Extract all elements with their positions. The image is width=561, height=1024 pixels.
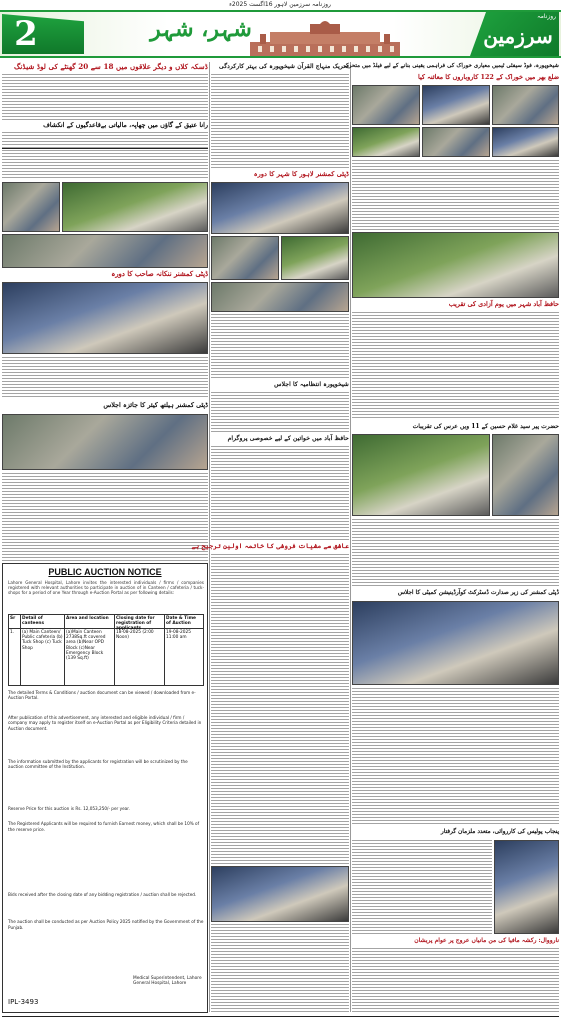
article-text — [211, 446, 349, 540]
notice-table-header-detail: Detail of canteens — [21, 615, 65, 629]
notice-bullet: The detailed Terms & Conditions / auction document can be viewed / downloaded from e-Auction Portal. — [8, 690, 196, 701]
article-text — [352, 160, 559, 230]
notice-ipl-code: IPL-3493 — [8, 998, 39, 1006]
paper-prefix: روزنامہ — [537, 13, 556, 20]
news-photo-street — [2, 182, 60, 232]
paper-name: سرزمین — [483, 24, 553, 48]
column-divider — [209, 62, 210, 1012]
notice-bullet: Reserve Price for this auction is Rs. 12,053,250/- per year. — [8, 805, 130, 811]
news-photo-gathering — [352, 232, 559, 298]
headline-right-3: حضرت پیر سید غلام حسین کے 11 ویں عرس کی تقریبات — [412, 423, 559, 430]
notice-bullet: The information submitted by the applicants for registration will be scrutinized by the auction committee of the Institution. — [8, 759, 188, 770]
news-photo-meeting-hall — [2, 414, 208, 470]
article-text — [2, 357, 208, 399]
headline-right-1: شیخوپورہ، فوڈ سیفٹی ٹیمیں معیاری خوراک کی فراہمی یقینی بنانے کے لیے فیلڈ میں متحرک — [343, 63, 559, 69]
date-line: روزنامہ سرزمین لاہور 16اگست 2025ء — [229, 1, 331, 8]
notice-bullets — [8, 690, 204, 980]
headline-mid-3: شیخوپورہ انتظامیہ کا اجلاس — [274, 381, 349, 388]
article-text — [211, 392, 349, 432]
news-photo-officials — [2, 282, 208, 354]
article-text — [352, 312, 559, 420]
section-title: شہر، شہر — [150, 16, 252, 42]
news-photo-food-4 — [352, 127, 420, 157]
notice-table-cell-sr: 1. — [9, 629, 21, 685]
article-text — [2, 473, 208, 561]
notice-bullet: Bids received after the closing date of any bidding registration / auction shall be rejected. — [8, 892, 197, 898]
masthead — [0, 0, 561, 62]
rule — [2, 148, 208, 149]
news-photo-officer — [494, 840, 559, 934]
notice-table-cell-auction: 19-08-2025 11:00 am — [166, 630, 191, 641]
article-text — [352, 519, 559, 587]
notice-intro: Lahore General Hospital, Lahore invites the interested individuals / firms / companies registered with relevant authorities to participate in auction of in Canteen / cafeteria / tuck-shops for a period of one Year through e-Auction Portal as per following details: — [8, 580, 204, 596]
news-photo-portrait — [492, 434, 559, 516]
article-text — [211, 314, 349, 378]
notice-bullet: The auction shall be conducted as per Auction Policy 2025 notified by the Government of the Punjab. — [8, 919, 204, 930]
article-text — [211, 74, 349, 168]
headline-mid-5: عاشق سے مشیات فروشی کا خاتمہ اولین ترجیح ہے — [191, 542, 349, 550]
public-auction-notice — [2, 563, 208, 1013]
page-bottom-rule — [2, 1016, 559, 1017]
notice-table-header-area: Area and location — [65, 615, 115, 629]
article-text — [2, 132, 208, 178]
notice-signature: Medical Superintendent, Lahore General Hospital, Lahore — [133, 976, 202, 987]
headline-mid-1: تحریک منہاج القرآن شیخوپورہ کی بہتر کارکردگی — [219, 63, 349, 70]
headline-right-1-sub: ضلع بھر میں خوراک کے 122 کاروباروں کا معائنہ کیا — [418, 73, 559, 81]
headline-right-4: ڈپٹی کمشنر کی زیر صدارت ڈسٹرکٹ کوآرڈینیشن کمیٹی کا اجلاس — [397, 590, 559, 596]
news-photo-visit-1 — [211, 182, 349, 234]
news-photo-food-3 — [492, 85, 559, 125]
headline-left-4: ڈپٹی کمشنر ہیلتھ کیئر کا جائزہ اجلاس — [103, 401, 208, 409]
headline-bottom-right: نارووال: رکشہ مافیا کی من مانیاں عروج پر عوام پریشان — [414, 937, 559, 944]
article-text — [352, 688, 559, 826]
notice-table-cell-closing: 18-08-2025 (2:00 Noon) — [115, 629, 165, 685]
column-divider — [350, 62, 351, 1012]
headline-mid-4: حافظ آباد میں خواتین کے لیے خصوصی پروگرام — [227, 435, 349, 442]
article-text — [352, 840, 492, 934]
notice-table-header-auction: Date & Time of Auction — [165, 615, 203, 629]
news-photo-road — [2, 234, 208, 268]
notice-table-header-sr: Sr — [9, 615, 21, 629]
news-photo-police — [211, 866, 349, 922]
news-photo-demolition — [62, 182, 208, 232]
headline-top-banner: ڈسکہ کلاں و دیگر علاقوں میں 18 سے 20 گھنٹے کی لوڈ شیڈنگ — [13, 62, 208, 71]
news-photo-visit-3 — [281, 236, 349, 280]
news-photo-food-5 — [422, 127, 490, 157]
news-photo-food-2 — [422, 85, 490, 125]
article-text — [211, 924, 349, 1012]
notice-title: PUBLIC AUCTION NOTICE — [48, 567, 162, 577]
news-photo-visit-4 — [211, 282, 349, 312]
headline-right-5: پنجاب پولیس کی کارروائی، متعدد ملزمان گرفتار — [440, 829, 559, 835]
news-photo-dc-meeting — [352, 601, 559, 685]
headline-mid-2: ڈپٹی کمشنر لاہور کا شہر کا دورہ — [253, 170, 349, 178]
building-illustration-icon — [250, 20, 400, 56]
article-text — [211, 554, 349, 864]
notice-table-header-closing: Closing date for registration of applicants — [115, 615, 165, 629]
notice-table — [8, 614, 204, 686]
notice-table-cell-detail: (a) Main Canteen/ Public cafeteria (b) Tuck Shop (c) Tuck Shop — [21, 629, 65, 685]
article-text — [352, 948, 559, 1012]
news-photo-urs — [352, 434, 490, 516]
page-number: 2 — [14, 14, 38, 54]
headline-right-2: حافظ آباد شہر میں یوم آزادی کی تقریب — [448, 300, 559, 308]
news-photo-visit-2 — [211, 236, 279, 280]
headline-left-2: رانا عتیق کے گاؤں میں چھاپہ، مالیاتی بےقاعدگیوں کے انکشاف — [43, 121, 208, 129]
news-photo-food-1 — [352, 85, 420, 125]
notice-bullet: After publication of this advertisement, any interested and eligible individual / firm / company may apply to register itself on e-Auction Portal as per Eligibility Criteria detailed in Auction document. — [8, 714, 202, 731]
notice-bullet: The Registered Applicants will be required to furnish Earnest money, which shall be 10% of the reserve price. — [8, 821, 200, 832]
headline-left-3: ڈپٹی کمشنر ننکانہ صاحب کا دورہ — [111, 270, 208, 278]
news-photo-food-6 — [492, 127, 559, 157]
article-text — [2, 74, 208, 120]
notice-table-cell-area: (a)Main Canteen 2738Sq.ft covered area (b)Near OPD Block (c)Near Emergency Block (139 Sq.ft) — [65, 629, 115, 685]
